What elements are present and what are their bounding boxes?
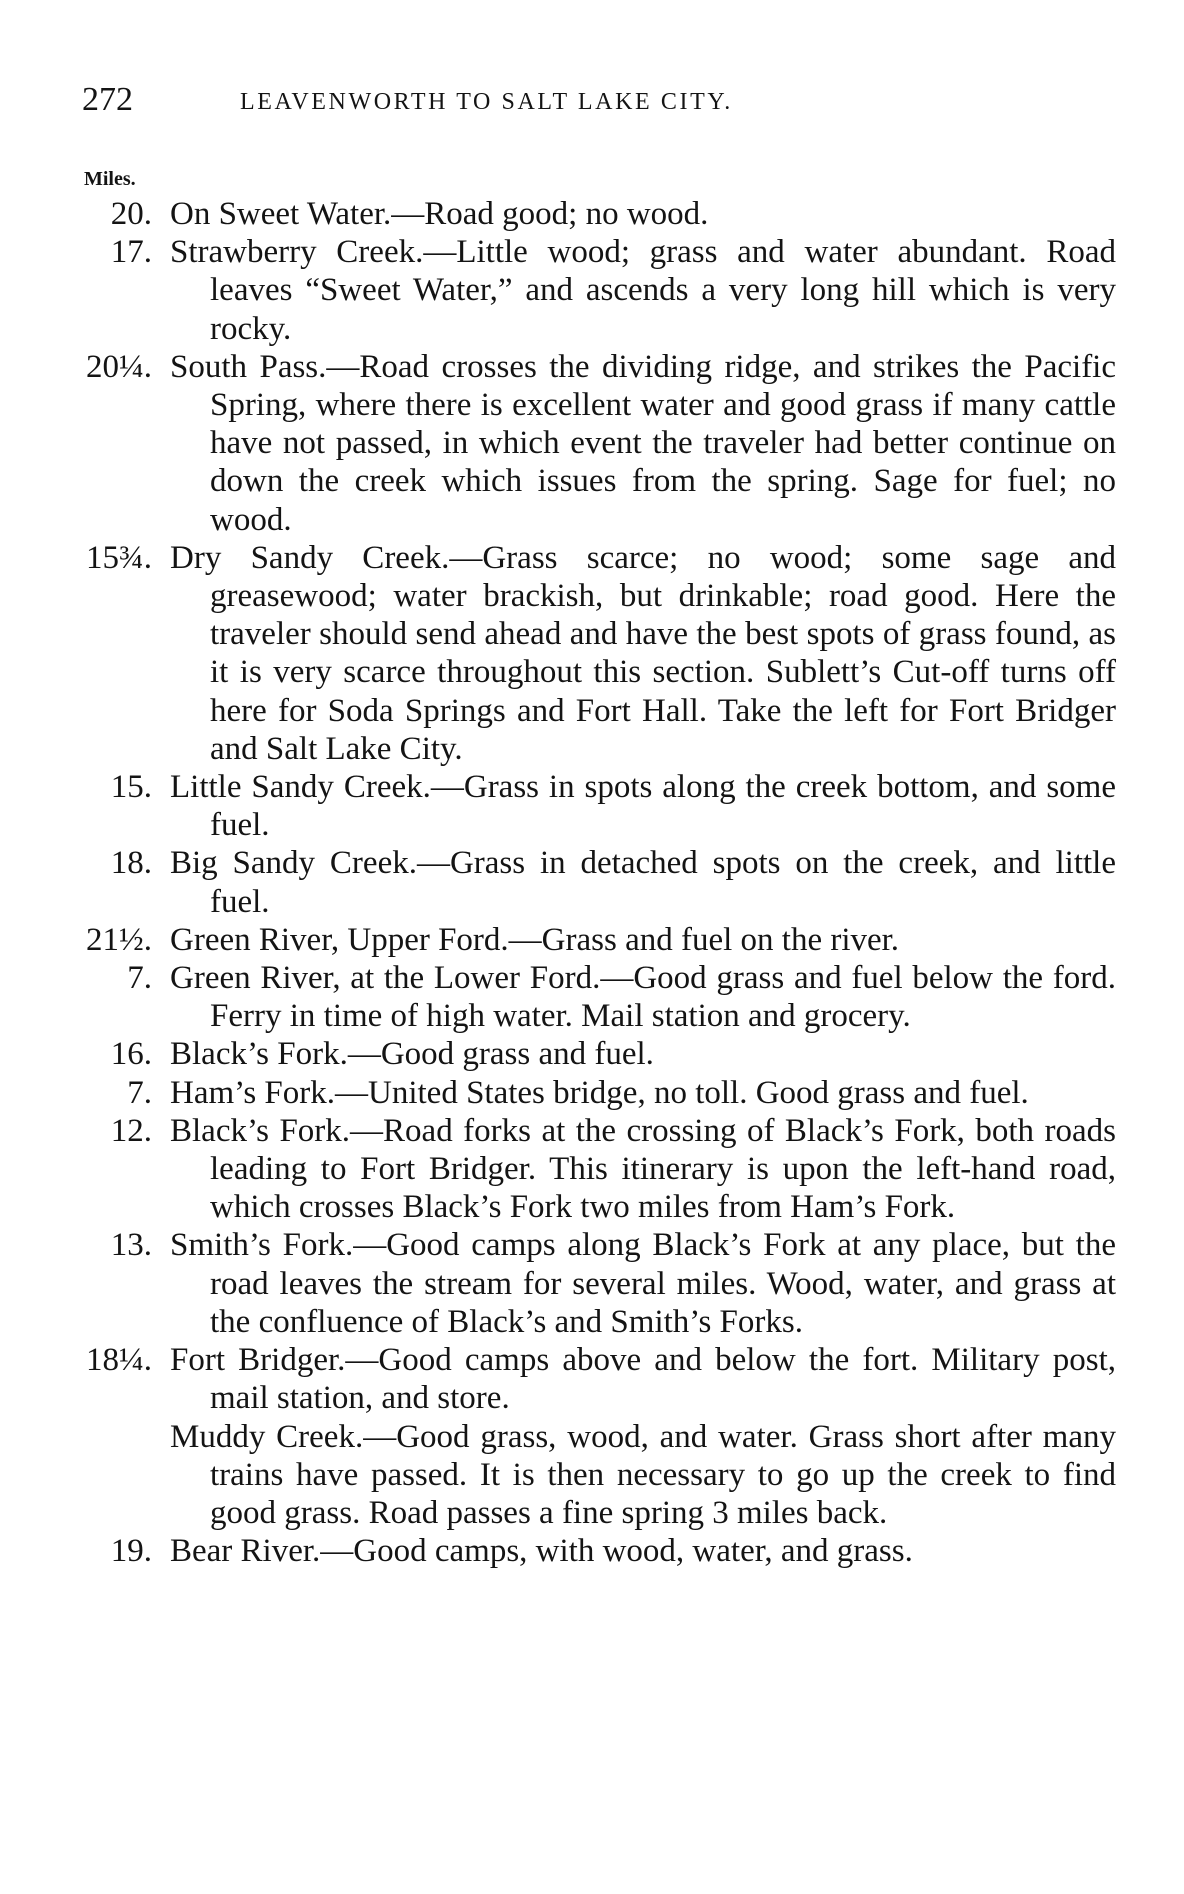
entry-miles: 7. bbox=[127, 1074, 152, 1111]
entry-miles: 18¼. bbox=[86, 1342, 152, 1379]
itinerary-entry bbox=[0, 921, 1184, 959]
entry-text: Black’s Fork.—Road forks at the crossing of Black’s Fork, both roads leading to Fort Bridger. This itinerary is upon the left-hand road, which crosses Black’s Fork two miles from Ham’s Fork. bbox=[170, 1112, 1116, 1226]
itinerary-entry bbox=[0, 1532, 1184, 1570]
entry-text: Black’s Fork.—Good grass and fuel. bbox=[170, 1036, 654, 1073]
itinerary-entry bbox=[0, 539, 1184, 768]
entry-miles: 16. bbox=[110, 1036, 152, 1073]
entry-miles: 15. bbox=[110, 769, 152, 806]
page-number: 272 bbox=[82, 81, 133, 118]
entry-text: Fort Bridger.—Good camps above and below the fort. Military post, mail station, and store. bbox=[170, 1342, 1116, 1417]
itinerary-entry bbox=[0, 1112, 1184, 1227]
itinerary-list bbox=[0, 195, 1184, 1570]
entry-text: Dry Sandy Creek.—Grass scarce; no wood; some sage and greasewood; water brackish, but drinkable; road good. Here the traveler should send ahead and have the best spots of grass found, as it is very scarce throughout this section. Sublett’s Cut-off turns off here for Soda Springs and Fort Hall. Take the left for Fort Bridger and Salt Lake City. bbox=[170, 539, 1116, 767]
itinerary-entry bbox=[0, 844, 1184, 920]
itinerary-entry bbox=[0, 1341, 1184, 1417]
itinerary-entry bbox=[0, 1418, 1184, 1533]
entry-text: Little Sandy Creek.—Grass in spots along the creek bottom, and some fuel. bbox=[170, 769, 1116, 844]
entry-miles: 17. bbox=[110, 234, 152, 271]
entry-miles: 20. bbox=[110, 196, 152, 232]
itinerary-entry bbox=[0, 768, 1184, 844]
entry-miles: 21½. bbox=[86, 921, 152, 958]
running-title: LEAVENWORTH TO SALT LAKE CITY. bbox=[240, 89, 733, 115]
entry-text: On Sweet Water.—Road good; no wood. bbox=[170, 196, 709, 232]
miles-column-label: Miles. bbox=[84, 168, 136, 190]
itinerary-entry bbox=[0, 1226, 1184, 1341]
entry-text: Green River, Upper Ford.—Grass and fuel on the river. bbox=[170, 921, 900, 958]
entry-text: South Pass.—Road crosses the dividing ridge, and strikes the Pacific Spring, where there is excellent water and good grass if many cattle have not passed, in which event the traveler had better continue on down the creek which issues from the spring. Sage for fuel; no wood. bbox=[170, 348, 1116, 538]
itinerary-entry bbox=[0, 348, 1184, 539]
entry-miles: 7. bbox=[127, 960, 152, 997]
entry-text: Bear River.—Good camps, with wood, water, and grass. bbox=[170, 1533, 913, 1570]
entry-text: Muddy Creek.—Good grass, wood, and water. Grass short after many trains have passed. It is then necessary to go up the creek to find good grass. Road passes a fine spring 3 miles back. bbox=[170, 1418, 1116, 1531]
entry-miles: 12. bbox=[110, 1112, 152, 1149]
entry-miles: 19. bbox=[110, 1533, 152, 1570]
entry-miles: 18. bbox=[110, 845, 152, 882]
entry-text: Ham’s Fork.—United States bridge, no toll. Good grass and fuel. bbox=[170, 1074, 1029, 1111]
running-head bbox=[82, 78, 1122, 122]
entry-text: Smith’s Fork.—Good camps along Black’s Fork at any place, but the road leaves the stream for several miles. Wood, water, and grass at the confluence of Black’s and Smith’s Forks. bbox=[170, 1227, 1116, 1340]
entry-miles: 13. bbox=[110, 1227, 152, 1264]
itinerary-entry bbox=[0, 233, 1184, 348]
itinerary-entry bbox=[0, 1035, 1184, 1073]
entry-miles: 15¾. bbox=[86, 539, 152, 576]
entry-miles: 20¼. bbox=[86, 348, 152, 385]
itinerary-entry bbox=[0, 959, 1184, 1035]
entry-text: Big Sandy Creek.—Grass in detached spots on the creek, and little fuel. bbox=[170, 845, 1116, 920]
entry-text: Strawberry Creek.—Little wood; grass and water abundant. Road leaves “Sweet Water,” and ascends a very long hill which is very rocky. bbox=[170, 234, 1116, 347]
entry-text: Green River, at the Lower Ford.—Good grass and fuel below the ford. Ferry in time of high water. Mail station and grocery. bbox=[170, 960, 1116, 1035]
itinerary-entry bbox=[0, 195, 1184, 233]
itinerary-entry bbox=[0, 1074, 1184, 1112]
